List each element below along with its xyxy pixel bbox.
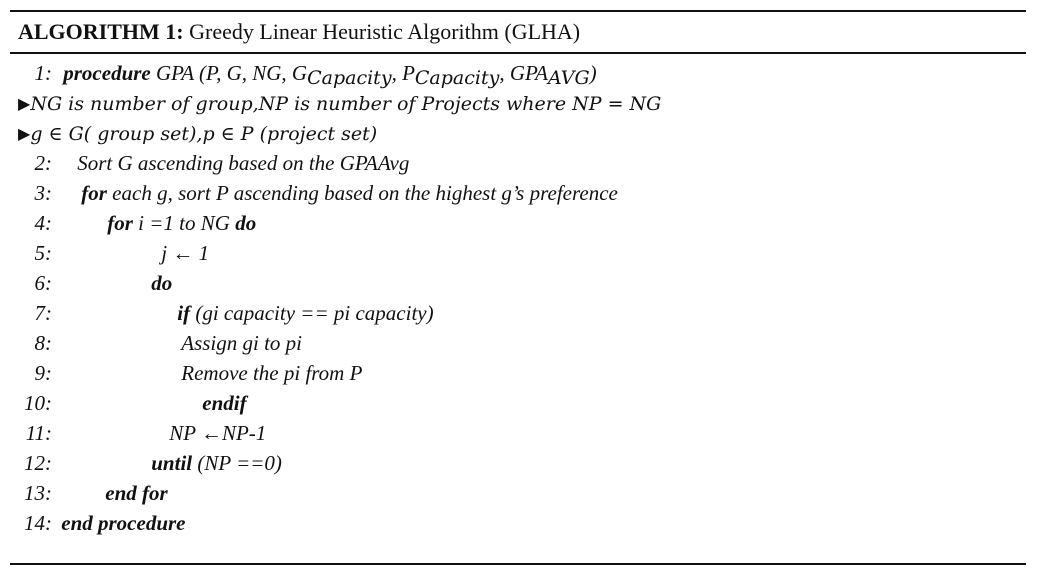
algorithm-line-3 — [0, 178, 618, 208]
keyword-if: if — [177, 301, 191, 325]
line-text: i =1 to NG — [138, 211, 230, 235]
line-number: 12: — [24, 451, 52, 475]
comment-line-2 — [18, 118, 377, 148]
line-number: 3: — [34, 181, 52, 205]
bottom-rule — [10, 563, 1026, 565]
algorithm-label: ALGORITHM 1: — [18, 19, 184, 44]
algorithm-line-7 — [0, 298, 434, 328]
line-text: Assign gi to pi — [181, 331, 303, 355]
keyword-endif: endif — [202, 391, 247, 415]
line-number: 10: — [24, 391, 52, 415]
keyword-for: for — [81, 181, 107, 205]
line-number: 4: — [34, 211, 52, 235]
line-text: (NP ==0) — [197, 451, 282, 475]
algorithm-line-9 — [0, 358, 362, 388]
algorithm-line-2 — [0, 148, 409, 178]
procedure-signature-end: ) — [589, 61, 597, 85]
line-number: 1: — [34, 61, 52, 85]
algorithm-line-12 — [0, 448, 282, 478]
line-number: 8: — [34, 331, 52, 355]
procedure-signature-mid-2: , GPA — [499, 61, 548, 85]
subscript-capacity-2: Capacity — [414, 67, 500, 89]
algorithm-line-14 — [0, 508, 186, 538]
procedure-signature-start: GPA (P, G, NG, G — [156, 61, 308, 85]
algorithm-line-4 — [0, 208, 256, 238]
subscript-avg: AVG — [547, 67, 590, 89]
keyword-do: do — [235, 211, 257, 235]
keyword-end-for: end for — [105, 481, 168, 505]
algorithm-name: Greedy Linear Heuristic Algorithm (GLHA) — [189, 19, 581, 44]
line-text: Remove the pi from P — [181, 361, 363, 385]
keyword-for: for — [107, 211, 133, 235]
keyword-until: until — [151, 451, 193, 475]
line-number: 6: — [34, 271, 52, 295]
algorithm-line-10 — [0, 388, 247, 418]
algorithm-line-6 — [0, 268, 172, 298]
algorithm-line-8 — [0, 328, 302, 358]
line-number: 11: — [25, 421, 52, 445]
top-rule — [10, 10, 1026, 12]
comment-line-1 — [18, 88, 661, 118]
line-text: NP ←NP-1 — [169, 421, 267, 445]
line-number: 5: — [34, 241, 52, 265]
keyword-procedure: procedure — [63, 61, 151, 85]
line-text: (gi capacity == pi capacity) — [195, 301, 434, 325]
line-number: 2: — [34, 151, 52, 175]
algorithm-line-5 — [0, 238, 209, 268]
keyword-do: do — [151, 271, 173, 295]
procedure-signature-mid-1: , P — [391, 61, 415, 85]
comment-triangle-icon: ▶ — [18, 126, 31, 143]
line-number: 9: — [34, 361, 52, 385]
algorithm-caption — [18, 16, 580, 48]
algorithm-line-13 — [0, 478, 168, 508]
caption-rule — [10, 52, 1026, 54]
comment-text: g ∈ G( group set),p ∈ P (project set) — [30, 123, 378, 145]
line-text: Sort G ascending based on the GPAAvg — [77, 151, 410, 175]
line-number: 13: — [24, 481, 52, 505]
line-text: each g, sort P ascending based on the highest g’s preference — [112, 181, 618, 205]
line-text: j ← 1 — [161, 241, 210, 265]
comment-triangle-icon: ▶ — [18, 96, 31, 113]
algorithm-line-11 — [0, 418, 266, 448]
line-number: 7: — [34, 301, 52, 325]
algorithm-line-1 — [0, 58, 597, 88]
keyword-end-procedure: end procedure — [61, 511, 186, 535]
line-number: 14: — [24, 511, 52, 535]
comment-text: NG is number of group,NP is number of Projects where NP = NG — [30, 93, 662, 115]
subscript-capacity-1: Capacity — [307, 67, 392, 89]
